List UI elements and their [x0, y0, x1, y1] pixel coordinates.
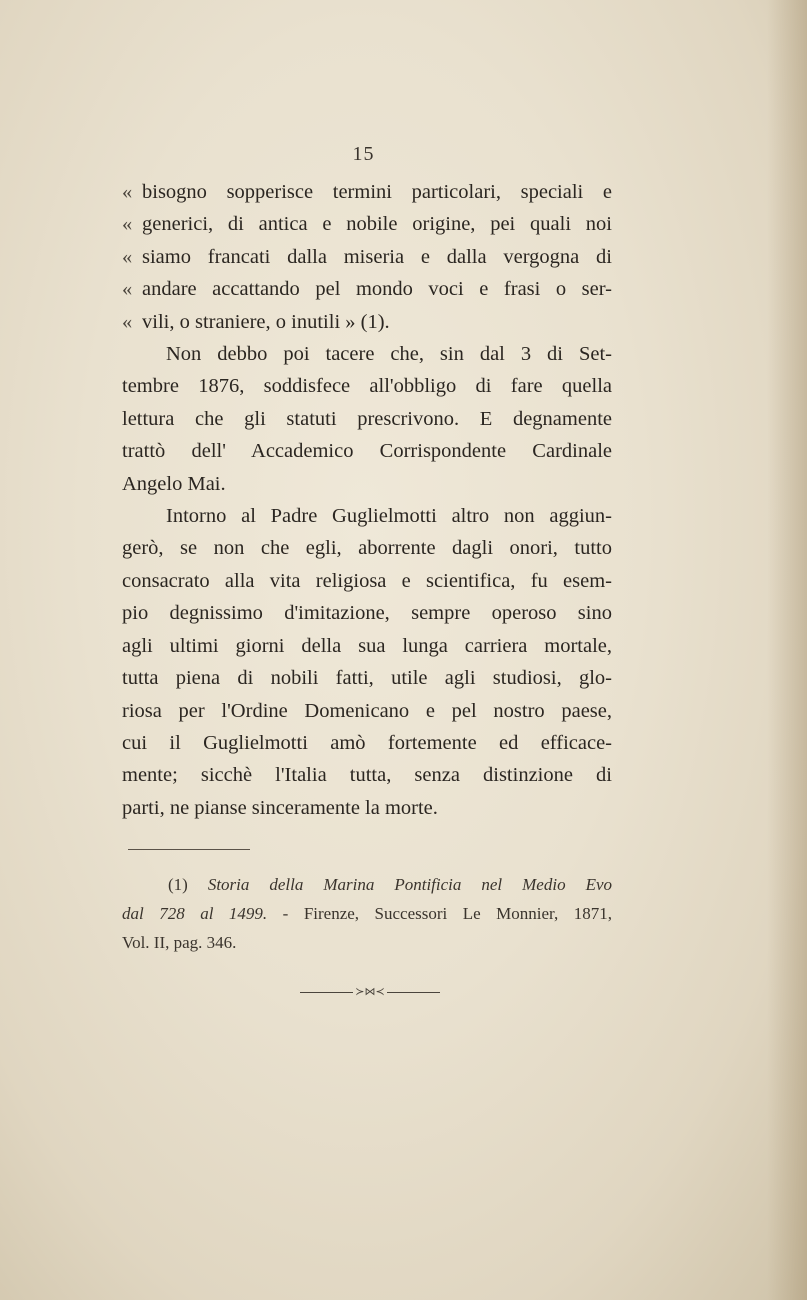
paragraph-line: gerò, se non che egli, aborrente dagli onori, tutto: [122, 537, 612, 560]
quote-line-text: bisogno sopperisce termini particolari, speciali e: [142, 181, 612, 203]
footnote-line: [122, 870, 612, 899]
end-ornament: [300, 985, 440, 999]
ornament-bar-right: [387, 992, 440, 993]
ornament-bar-left: [300, 992, 353, 993]
guillemet: «: [122, 181, 133, 203]
paragraph-line: mente; sicchè l'Italia tutta, senza distinzione di: [122, 764, 612, 787]
quote-line-text: andare accattando pel mondo voci e frasi o ser-: [142, 278, 612, 301]
quote-line: [122, 273, 612, 305]
guillemet: «: [122, 213, 133, 236]
page-number: 15: [352, 143, 375, 165]
quote-line-text: siamo francati dalla miseria e dalla vergogna di: [142, 245, 612, 268]
footnote-marker: (1): [168, 875, 188, 894]
paragraph-line: tutta piena di nobili fatti, utile agli studiosi, glo-: [122, 667, 612, 690]
paragraph-line: cui il Guglielmotti amò fortemente ed efficace-: [122, 731, 612, 754]
paragraph-line: parti, ne pianse sinceramente la morte.: [122, 796, 438, 819]
footnote-publisher: - Firenze, Successori Le Monnier, 1871,: [282, 904, 613, 923]
ornament-knot-icon: ≻⋈≺: [355, 986, 385, 998]
quote-line: [122, 176, 612, 208]
paragraph-line: lettura che gli statuti prescrivono. E degnamente: [122, 407, 612, 430]
footnote-line: Vol. II, pag. 346.: [122, 933, 237, 952]
quote-block: [122, 176, 612, 338]
footnote-line: [122, 899, 612, 928]
guillemet: «: [122, 310, 133, 333]
paragraph-guglielmotti: [122, 500, 612, 824]
paragraph-line: trattò dell' Accademico Corrispondente Cardinale: [122, 440, 612, 463]
footnote-title-part2: dal 728 al 1499.: [122, 904, 268, 923]
paragraph-line: agli ultimi giorni della sua lunga carriera mortale,: [122, 634, 612, 657]
quote-line-text: vili, o straniere, o inutili » (1).: [142, 310, 390, 333]
quote-line: [122, 306, 612, 338]
footnote-rule: [128, 849, 250, 850]
paragraph-line: Intorno al Padre Guglielmotti altro non aggiun-: [166, 505, 612, 528]
guillemet: «: [122, 278, 133, 301]
quote-line: [122, 241, 612, 273]
body-text: [122, 176, 612, 824]
guillemet: «: [122, 245, 133, 268]
paragraph-line: consacrato alla vita religiosa e scientifica, fu esem-: [122, 569, 612, 592]
quote-line: [122, 208, 612, 240]
footnote: [122, 870, 612, 957]
footnote-title-part1: Storia della Marina Pontificia nel Medio Evo: [207, 875, 613, 894]
paragraph-line: tembre 1876, soddisfece all'obbligo di fare quella: [122, 375, 612, 398]
quote-line-text: generici, di antica e nobile origine, pei quali noi: [142, 213, 612, 236]
paragraph-accademia: [122, 338, 612, 500]
paragraph-line: Angelo Mai.: [122, 472, 226, 495]
paragraph-line: pio degnissimo d'imitazione, sempre operoso sino: [122, 602, 612, 625]
paragraph-line: riosa per l'Ordine Domenicano e pel nostro paese,: [122, 699, 612, 722]
paragraph-line: Non debbo poi tacere che, sin dal 3 di Set-: [166, 343, 612, 366]
page-edge-shadow: [767, 0, 807, 1300]
